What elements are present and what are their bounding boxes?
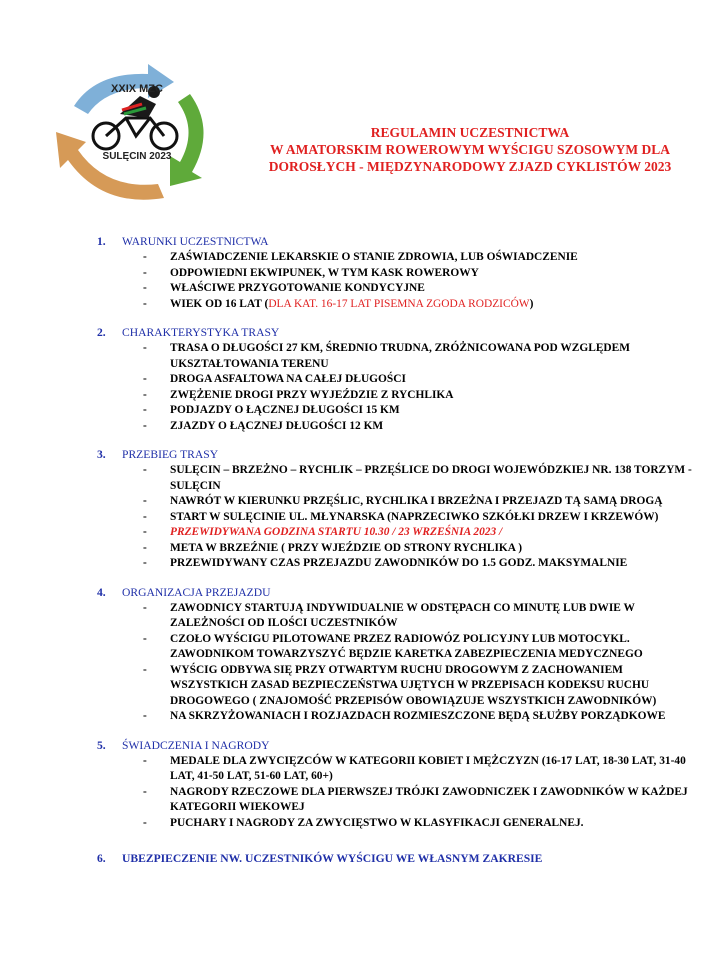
list-item: - NAGRODY RZECZOWE DLA PIERWSZEJ TRÓJKI ZAWODNICZEK I ZAWODNIKÓW W KAŻDEJ KATEGORII WIEKOWEJ <box>143 785 688 813</box>
section-number: 6. <box>97 852 106 865</box>
list-item: - START W SULĘCINIE UL. MŁYNARSKA (NAPRZECIWKO SZKÓŁKI DRZEW I KRZEWÓW) <box>143 510 659 523</box>
section-title: PRZEBIEG TRASY <box>122 448 219 461</box>
age-requirement: WIEK OD 16 LAT ( <box>170 297 269 310</box>
list-item: - ZJAZDY O ŁĄCZNEJ DŁUGOŚCI 12 KM <box>143 419 384 432</box>
section-number: 4. <box>97 585 106 599</box>
section-organization <box>97 585 697 725</box>
section-title: ORGANIZACJA PRZEJAZDU <box>122 585 271 599</box>
section-number: 5. <box>97 738 106 752</box>
section-title: UBEZPIECZENIE NW. UCZESTNIKÓW WYŚCIGU WE WŁASNYM ZAKRESIE <box>122 852 543 865</box>
logo-top-text: XXIX MZC <box>111 83 163 95</box>
section-title: WARUNKI UCZESTNICTWA <box>122 235 269 248</box>
section-number: 2. <box>97 326 106 339</box>
section-heading <box>97 738 697 754</box>
section-number: 1. <box>97 235 106 248</box>
list-item: - META W BRZEŹNIE ( PRZY WJEŹDZIE OD STRONY RYCHLIKA ) <box>143 541 523 554</box>
title-line-1: REGULAMIN UCZESTNICTWA <box>370 125 570 140</box>
age-note: DLA KAT. 16-17 LAT PISEMNA ZGODA RODZICÓW <box>268 297 530 310</box>
section-title: CHARAKTERYSTYKA TRASY <box>122 326 280 339</box>
list-item: - NAWRÓT W KIERUNKU PRZĘŚLIC, RYCHLIKA I BRZEŻNA I PRZEJAZD TĄ SAMĄ DROGĄ <box>143 495 663 507</box>
section-conditions <box>97 234 697 312</box>
title-line-3: DOROSŁYCH - MIĘDZYNARODOWY ZJAZD CYKLISTÓW 2023 <box>268 159 672 174</box>
list-item: - ZWĘŻENIE DROGI PRZY WYJEŹDZIE Z RYCHLIKA <box>143 388 454 401</box>
start-time-item: - PRZEWIDYWANA GODZINA STARTU 10.30 / 23 WRZEŚNIA 2023 / <box>143 526 503 538</box>
list-item: - MEDALE DLA ZWYCIĘZCÓW W KATEGORII KOBIET I MĘŻCZYZN (16-17 LAT, 18-30 LAT, 31-40 LAT, 41-50 LAT, 51-60 LAT, 60+) <box>143 754 686 782</box>
section-awards <box>97 738 697 832</box>
rules-list <box>97 234 697 880</box>
list-item: - CZOŁO WYŚCIGU PILOTOWANE PRZEZ RADIOWÓZ POLICYJNY LUB MOTOCYKL. ZAWODNIKOM TOWARZYSZYĆ BĘDZIE KARETKA ZABEZPIECZENIA MEDYCZNEGO <box>143 632 643 660</box>
list-item: - ZAŚWIADCZENIE LEKARSKIE O STANIE ZDROWIA, LUB OŚWIADCZENIE <box>143 251 578 263</box>
logo-bottom-text: SULĘCIN 2023 <box>102 151 172 162</box>
section-route-course <box>97 447 697 572</box>
cyclist-icon <box>93 118 177 149</box>
list-item: - SULĘCIN – BRZEŻNO – RYCHLIK – PRZĘŚLICE DO DROGI WOJEWÓDZKIEJ NR. 138 TORZYM - SULĘCIN <box>143 464 692 492</box>
section-heading <box>97 851 697 867</box>
list-item: - PUCHARY I NAGRODY ZA ZWYCIĘSTWO W KLASYFIKACJI GENERALNEJ. <box>143 816 584 829</box>
section-number: 3. <box>97 448 106 461</box>
section-heading <box>97 325 697 341</box>
list-item: - WŁAŚCIWE PRZYGOTOWANIE KONDYCYJNE <box>143 282 425 294</box>
list-item: - ODPOWIEDNI EKWIPUNEK, W TYM KASK ROWEROWY <box>143 266 479 279</box>
section-heading <box>97 585 697 601</box>
section-heading <box>97 447 697 463</box>
section-title: ŚWIADCZENIA I NAGRODY <box>122 738 270 752</box>
section-heading <box>97 234 697 250</box>
document-title <box>240 124 700 175</box>
list-item: - NA SKRZYŻOWANIACH I ROZJAZDACH ROZMIESZCZONE BĘDĄ SŁUŻBY PORZĄDKOWE <box>143 710 666 722</box>
event-logo <box>52 60 218 208</box>
list-item: - PODJAZDY O ŁĄCZNEJ DŁUGOŚCI 15 KM <box>143 404 400 416</box>
orange-arrow-icon <box>56 132 164 200</box>
list-item: - WIEK OD 16 LAT (DLA KAT. 16-17 LAT PISEMNA ZGODA RODZICÓW) <box>143 297 534 310</box>
section-insurance <box>97 851 697 867</box>
list-item: - DROGA ASFALTOWA NA CAŁEJ DŁUGOŚCI <box>143 373 406 385</box>
list-item: - WYŚCIG ODBYWA SIĘ PRZY OTWARTYM RUCHU DROGOWYM Z ZACHOWANIEM WSZYSTKICH ZASAD BEZPIECZEŃSTWA UJĘTYCH W PRZEPISACH KODEKSU RUCHU DROGOWEGO ( ZNAJOMOŚĆ PRZEPISÓW OBOWIĄZUJE WSZYSTKICH ZAWODNIKÓW) <box>143 663 657 707</box>
list-item: - ZAWODNICY STARTUJĄ INDYWIDUALNIE W ODSTĘPACH CO MINUTĘ LUB DWIE W ZALEŻNOŚCI OD ILOŚCI UCZESTNIKÓW <box>143 601 635 629</box>
list-item: - PRZEWIDYWANY CZAS PRZEJAZDU ZAWODNIKÓW DO 1.5 GODZ. MAKSYMALNIE <box>143 557 628 569</box>
title-line-2: W AMATORSKIM ROWEROWYM WYŚCIGU SZOSOWYM DLA <box>270 142 670 157</box>
section-route-characteristics <box>97 325 697 434</box>
list-item: - TRASA O DŁUGOŚCI 27 KM, ŚREDNIO TRUDNA, ZRÓŻNICOWANA POD WZGLĘDEM UKSZTAŁTOWANIA TERENU <box>143 342 631 370</box>
